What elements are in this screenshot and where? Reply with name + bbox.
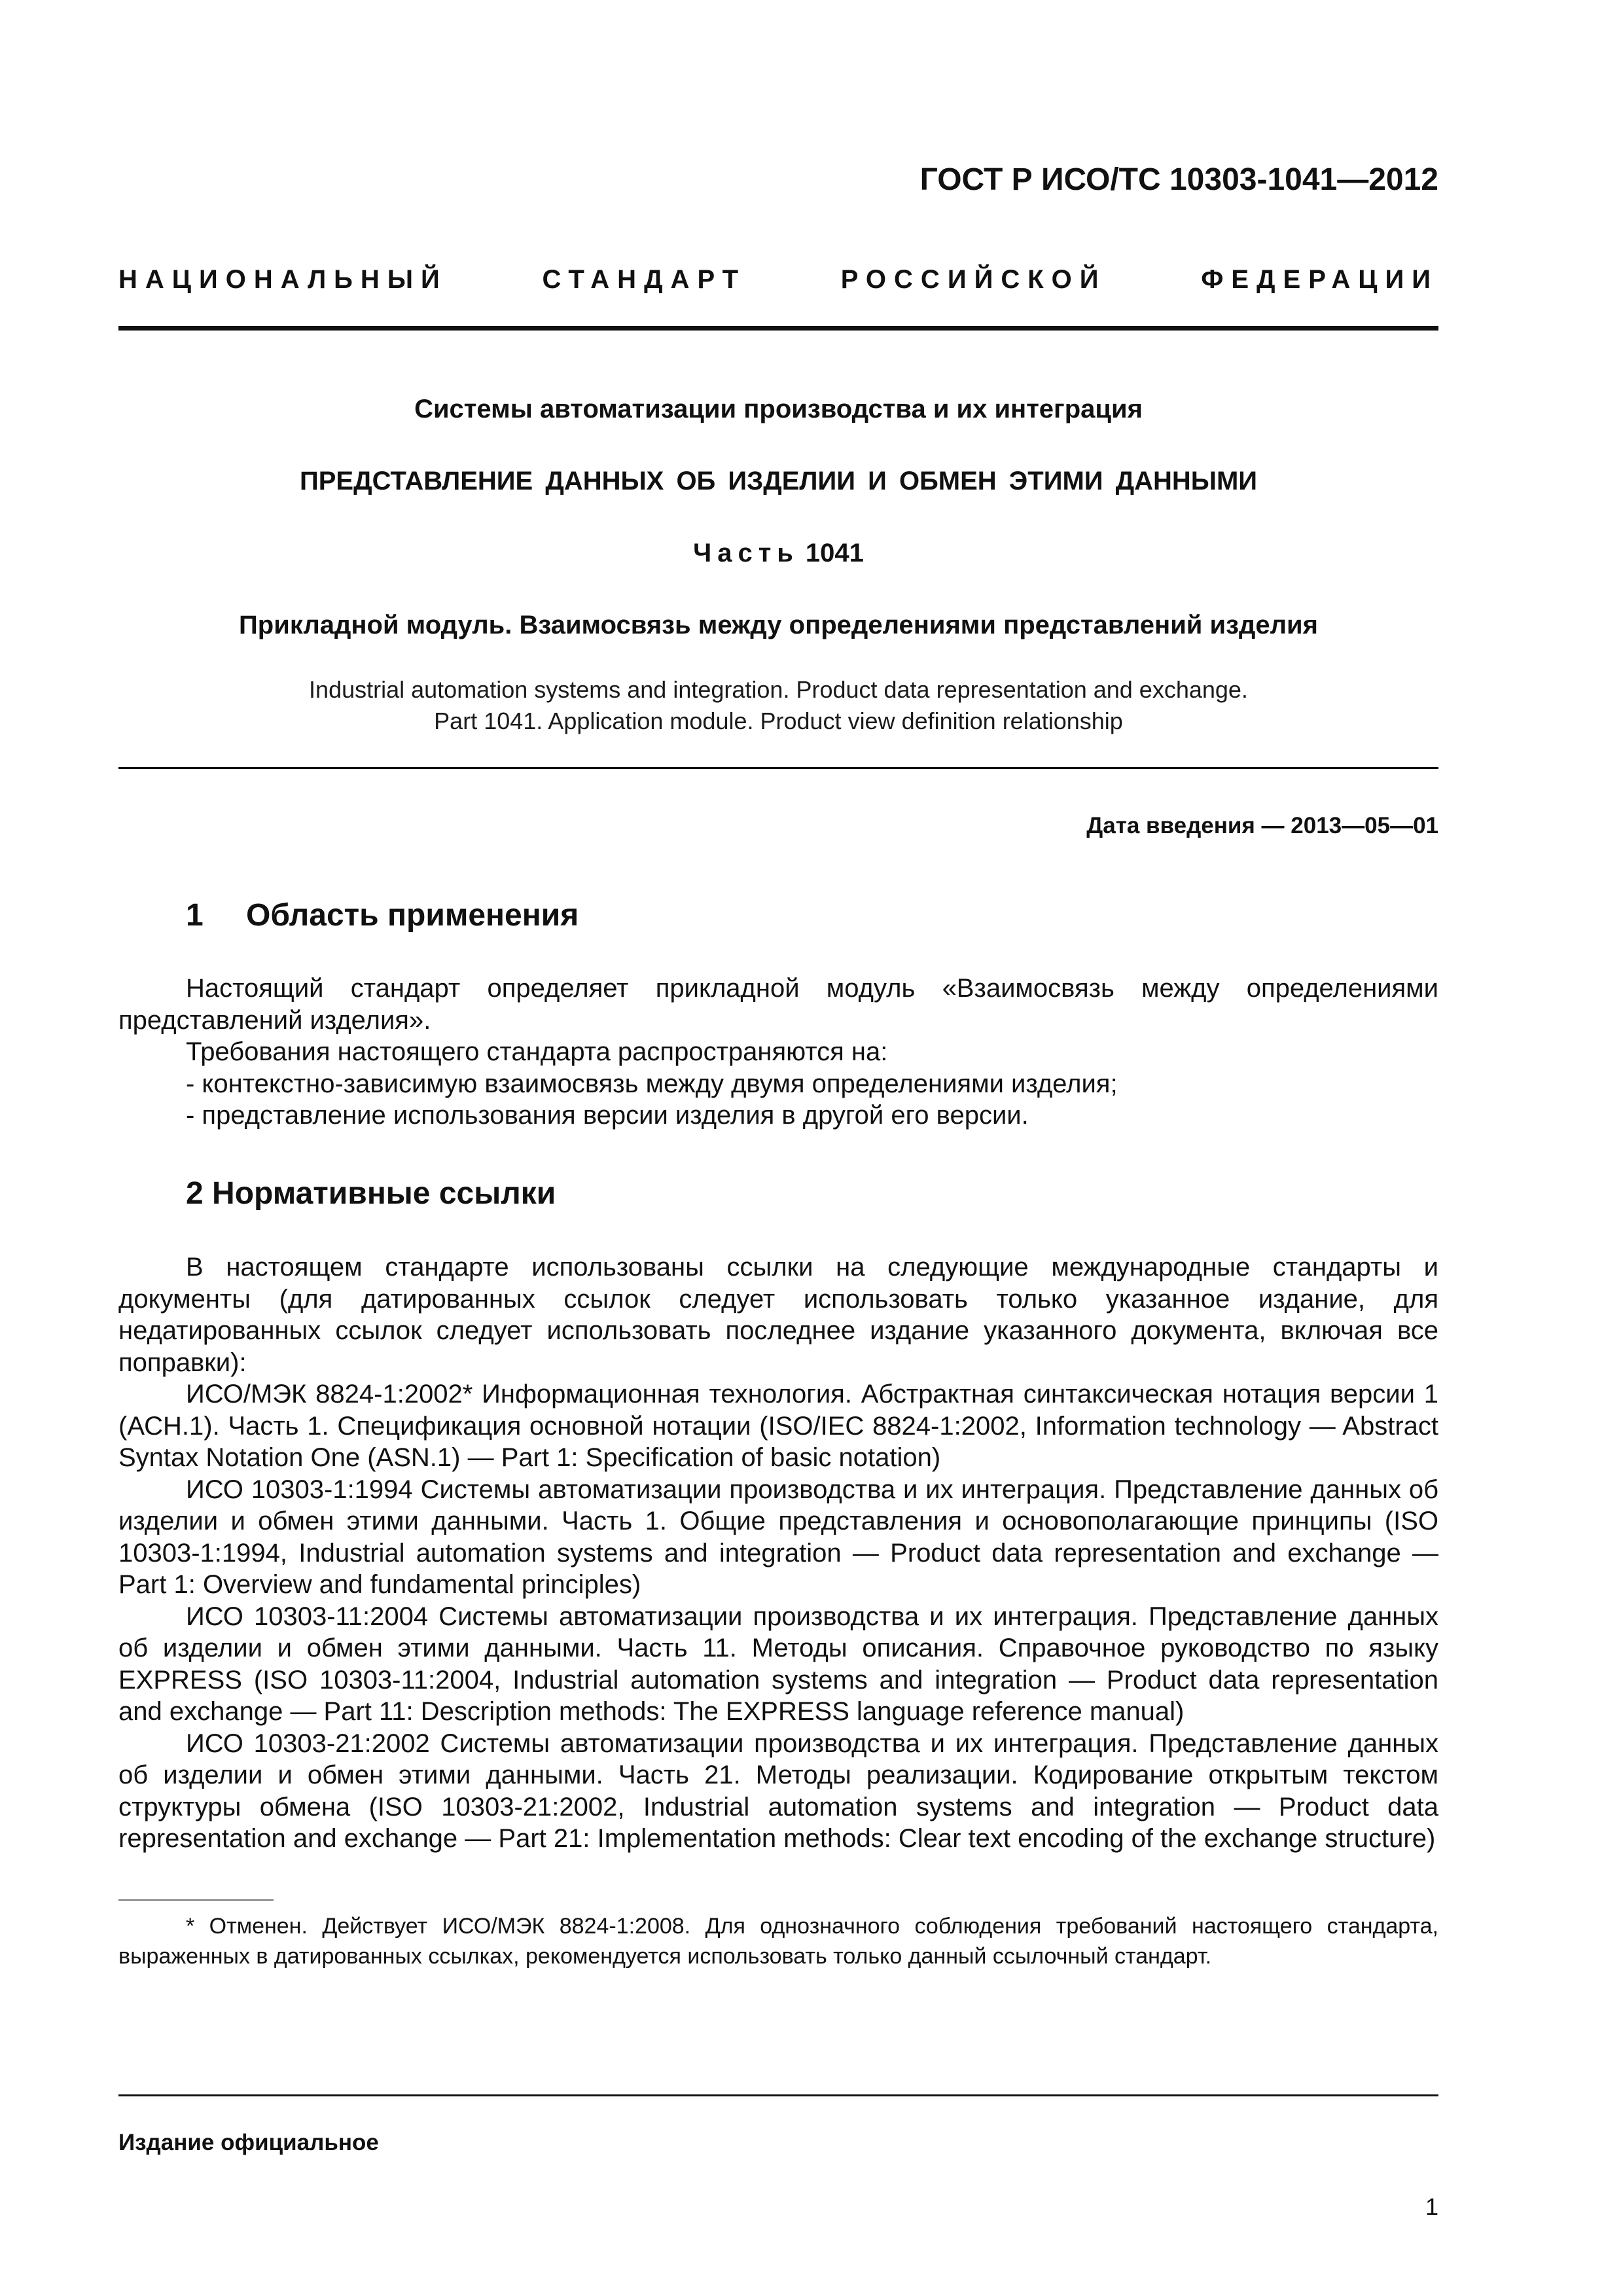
national-word: ФЕДЕРАЦИИ <box>1201 265 1438 294</box>
section-2-heading <box>186 1175 556 1213</box>
paragraph: Требования настоящего стандарта распространяются на: <box>186 1037 888 1066</box>
reference-item: ИСО/МЭК 8824-1:2002* Информационная технология. Абстрактная синтаксическая нотация версии 1 (АСН.1). Часть 1. Спецификация основной нотации (ISO/IEC 8824-1:2002, Information technology — Abstract Syntax Notation One (ASN.1) — Part 1: Specification of basic notation) <box>118 1380 1438 1472</box>
reference-item: ИСО 10303-1:1994 Системы автоматизации производства и их интеграция. Представление данных об изделии и обмен этими данными. Часть 1. Общие представления и основополагающие принципы (ISO 10303-1:1994, Industrial automation systems and integration — Product data representation and exchange — Part 1: Overview and fundamental principles) <box>118 1475 1438 1599</box>
footnote <box>118 1911 1438 1971</box>
main-title: ПРЕДСТАВЛЕНИЕ ДАННЫХ ОБ ИЗДЕЛИИ И ОБМЕН ЭТИМИ ДАННЫМИ <box>299 467 1258 495</box>
footer-rule <box>118 2094 1438 2096</box>
subtitle: Прикладной модуль. Взаимосвязь между определениями представлений изделия <box>239 611 1318 639</box>
part-number: 1041 <box>805 539 864 567</box>
national-word: НАЦИОНАЛЬНЫЙ <box>118 265 448 294</box>
introduction-date: Дата введения — 2013—05—01 <box>1086 813 1438 838</box>
national-standard-line <box>118 263 1438 296</box>
part-label: Часть <box>693 539 799 567</box>
document-number: ГОСТ Р ИСО/ТС 10303-1041—2012 <box>919 162 1438 197</box>
section-1-heading <box>186 897 579 935</box>
paragraph: В настоящем стандарте использованы ссылки на следующие международные стандарты и документы (для датированных ссылок следует использовать только указанное издание, для недатированных ссылок следует использовать последнее издание указанного документа, включая все поправки): <box>118 1253 1438 1377</box>
title-rule <box>118 767 1438 769</box>
english-title-line: Industrial automation systems and integration. Product data representation and exchange. <box>309 676 1248 703</box>
edition-label: Издание официальное <box>118 2130 379 2155</box>
series-title: Системы автоматизации производства и их интеграция <box>414 395 1143 423</box>
list-item: - представление использования версии изделия в другой его версии. <box>186 1101 1029 1130</box>
section-title: Нормативные ссылки <box>212 1176 556 1211</box>
list-item: - контекстно-зависимую взаимосвязь между двумя определениями изделия; <box>186 1069 1118 1098</box>
english-title <box>118 674 1438 737</box>
national-word: РОССИЙСКОЙ <box>840 265 1107 294</box>
section-number: 2 <box>186 1176 204 1211</box>
footnote-text: * Отменен. Действует ИСО/МЭК 8824-1:2008. Для однозначного соблюдения требований настоящего стандарта, выраженных в датированных ссылках, рекомендуется использовать только данный ссылочный стандарт. <box>118 1914 1438 1969</box>
section-number: 1 <box>186 898 204 933</box>
header-rule <box>118 326 1438 331</box>
reference-item: ИСО 10303-21:2002 Системы автоматизации производства и их интеграция. Представление данных об изделии и обмен этими данными. Часть 21. Методы реализации. Кодирование открытым текстом структуры обмена (ISO 10303-21:2002, Industrial automation systems and integration — Product data representation and exchange — Part 21: Implementation methods: Clear text encoding of the exchange structure) <box>118 1729 1438 1853</box>
english-title-line: Part 1041. Application module. Product view definition relationship <box>434 708 1123 734</box>
section-title: Область применения <box>246 898 579 933</box>
section-1-body <box>118 973 1438 1132</box>
section-2-body <box>118 1251 1438 1855</box>
part-title <box>118 537 1438 569</box>
paragraph: Настоящий стандарт определяет прикладной модуль «Взаимосвязь между определениями представлений изделия». <box>118 974 1438 1035</box>
national-word: СТАНДАРТ <box>542 265 747 294</box>
page-number: 1 <box>1425 2193 1438 2220</box>
footnote-separator <box>118 1899 274 1901</box>
reference-item: ИСО 10303-11:2004 Системы автоматизации производства и их интеграция. Представление данных об изделии и обмен этими данными. Часть 11. Методы описания. Справочное руководство по языку EXPRESS (ISO 10303-11:2004, Industrial automation systems and integration — Product data representation and exchange — Part 11: Description methods: The EXPRESS language reference manual) <box>118 1602 1438 1726</box>
